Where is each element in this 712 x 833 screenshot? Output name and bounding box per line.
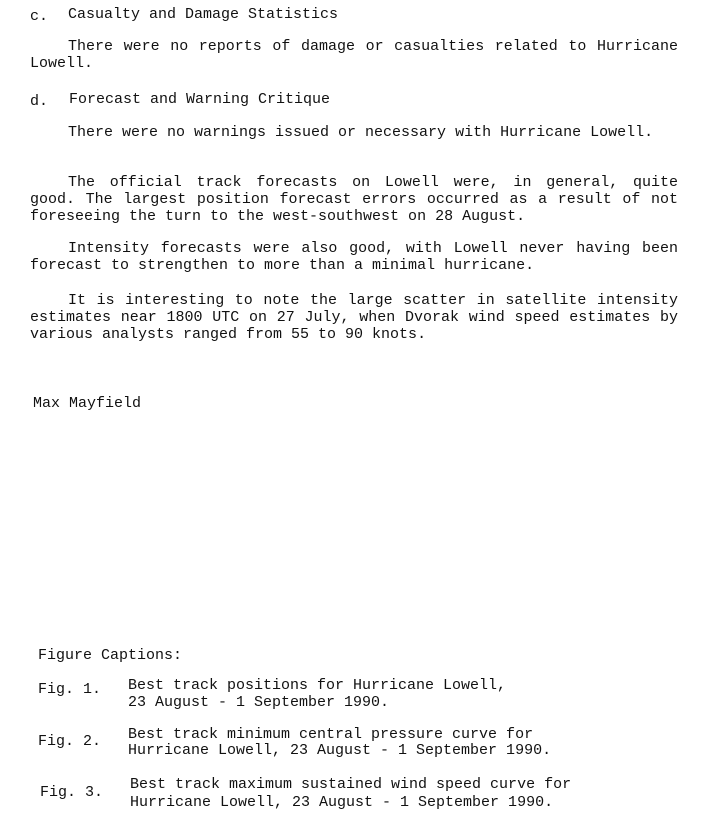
section-c-title: Casualty and Damage Statistics [68,6,339,23]
caption-line: Hurricane Lowell, 23 August - 1 September 1990. [128,742,552,759]
caption-line: Best track positions for Hurricane Lowell, [128,677,507,694]
section-d-paragraph-3: Intensity forecasts were also good, with Lowell never having been forecast to strengthen to more than a minimal hurricane. [30,240,678,274]
author-name: Max Mayfield [33,395,142,412]
caption-line: Best track minimum central pressure curve for [128,726,534,743]
section-d-title: Forecast and Warning Critique [69,91,331,108]
caption-line: Hurricane Lowell, 23 August - 1 September 1990. [130,794,554,811]
section-d-paragraph-4: It is interesting to note the large scatter in satellite intensity estimates near 1800 UTC on 27 July, when Dvorak wind speed estimates by various analysts ranged from 55 to 90 knots. [30,292,678,343]
captions-heading: Figure Captions: [38,647,183,664]
section-d-paragraph-1: There were no warnings issued or necessary with Hurricane Lowell. [68,124,654,141]
caption-label: Fig. 3. [40,784,104,801]
section-d-paragraph-2: The official track forecasts on Lowell were, in general, quite good. The largest position forecast errors occurred as a result of not foreseeing the turn to the west-southwest on 28 August. [30,174,678,225]
caption-line: Best track maximum sustained wind speed curve for [130,776,572,793]
caption-label: Fig. 2. [38,733,102,750]
caption-label: Fig. 1. [38,681,102,698]
caption-line: 23 August - 1 September 1990. [128,694,390,711]
section-c-label: c. [30,8,49,25]
section-d-label: d. [30,93,49,110]
section-c-paragraph: There were no reports of damage or casualties related to Hurricane Lowell. [30,38,678,72]
